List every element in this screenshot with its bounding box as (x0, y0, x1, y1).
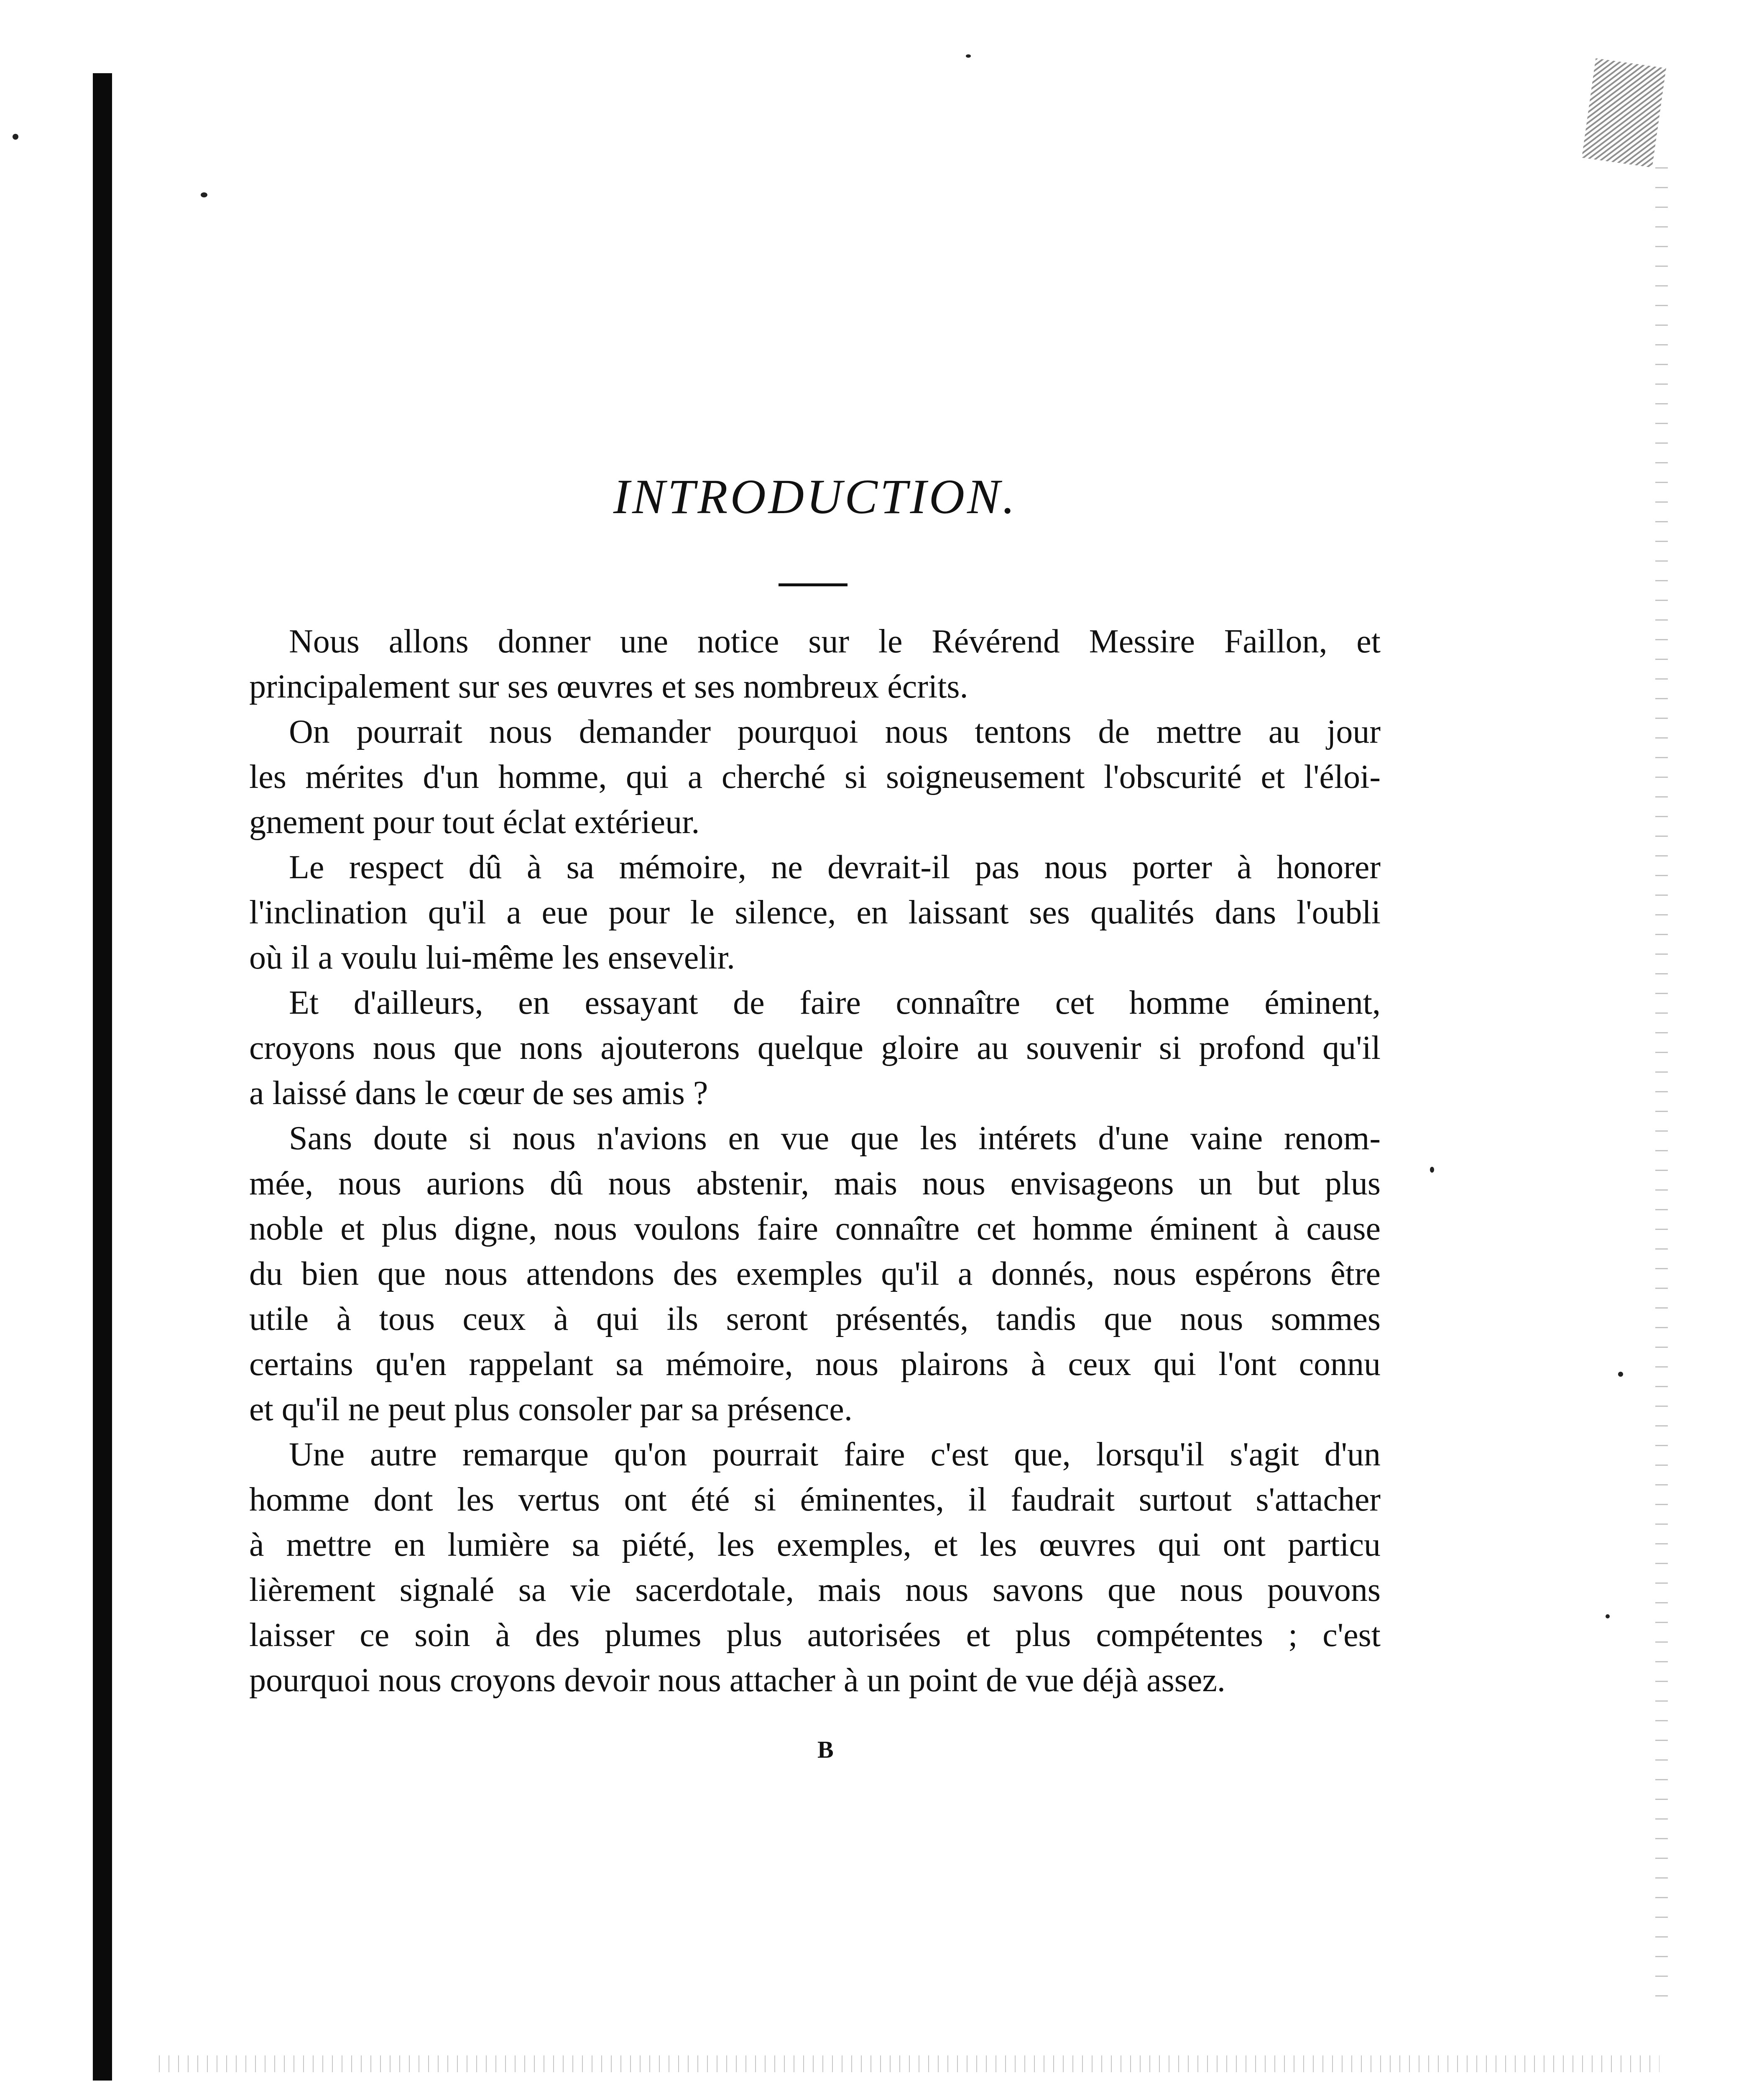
paragraph-line: lièrement signalé sa vie sacerdotale, mais nous savons que nous pouvons (249, 1572, 1381, 1608)
paragraph-line: mée, nous aurions dû nous abstenir, mais nous envisageons un but plus (249, 1165, 1381, 1202)
paragraph-line: Une autre remarque qu'on pourrait faire c'est que, lorsqu'il s'agit d'un (289, 1436, 1381, 1473)
paragraph-line: utile à tous ceux à qui ils seront présentés, tandis que nous sommes (249, 1301, 1381, 1337)
paragraph-line: noble et plus digne, nous voulons faire connaître cet homme éminent à cause (249, 1210, 1381, 1247)
paragraph-line: pourquoi nous croyons devoir nous attacher à un point de vue déjà assez. (249, 1662, 1225, 1699)
title-rule (779, 583, 848, 586)
paragraph-line: croyons nous que nons ajouterons quelque gloire au souvenir si profond qu'il (249, 1030, 1381, 1066)
paragraph-line: Et d'ailleurs, en essayant de faire connaître cet homme éminent, (289, 984, 1381, 1021)
scan-speck (1430, 1167, 1434, 1173)
paragraph-line: et qu'il ne peut plus consoler par sa présence. (249, 1391, 853, 1428)
paragraph-line: Nous allons donner une notice sur le Révérend Messire Faillon, et (289, 623, 1381, 660)
scan-speck (201, 192, 207, 197)
scan-speck (13, 134, 18, 140)
paragraph-line: certains qu'en rappelant sa mémoire, nous plairons à ceux qui l'ont connu (249, 1346, 1381, 1383)
binding-strip (93, 73, 112, 2081)
paragraph-line: laisser ce soin à des plumes plus autorisées et plus compétentes ; c'est (249, 1617, 1381, 1654)
corner-smudge (1582, 58, 1666, 167)
paragraph-line: principalement sur ses œuvres et ses nombreux écrits. (249, 668, 968, 705)
paragraph-line: homme dont les vertus ont été si éminentes, il faudrait surtout s'attacher (249, 1481, 1381, 1518)
paragraph-line: a laissé dans le cœur de ses amis ? (249, 1075, 708, 1112)
page-title: INTRODUCTION. (613, 469, 1018, 524)
scan-noise-right (1655, 167, 1668, 2007)
paragraph-line: du bien que nous attendons des exemples qu'il a donnés, nous espérons être (249, 1255, 1381, 1292)
scan-speck (966, 54, 971, 58)
scan-speck (1606, 1614, 1610, 1618)
signature-mark: B (817, 1736, 834, 1763)
paragraph-line: gnement pour tout éclat extérieur. (249, 804, 700, 841)
paragraph-line: Sans doute si nous n'avions en vue que les intérets d'une vaine renom- (289, 1120, 1381, 1157)
paragraph-line: Le respect dû à sa mémoire, ne devrait-il pas nous porter à honorer (289, 849, 1381, 886)
paragraph-line: à mettre en lumière sa piété, les exemples, et les œuvres qui ont particu (249, 1526, 1381, 1563)
body-text (249, 619, 1381, 1703)
paragraph-line: On pourrait nous demander pourquoi nous tentons de mettre au jour (289, 713, 1381, 750)
paragraph-line: les mérites d'un homme, qui a cherché si soigneusement l'obscurité et l'éloi- (249, 759, 1381, 795)
scan-noise-bottom (159, 2055, 1659, 2072)
scan-speck (1618, 1372, 1623, 1377)
paragraph-line: l'inclination qu'il a eue pour le silence, en laissant ses qualités dans l'oubli (249, 894, 1381, 931)
paragraph-line: où il a voulu lui-même les ensevelir. (249, 939, 735, 976)
